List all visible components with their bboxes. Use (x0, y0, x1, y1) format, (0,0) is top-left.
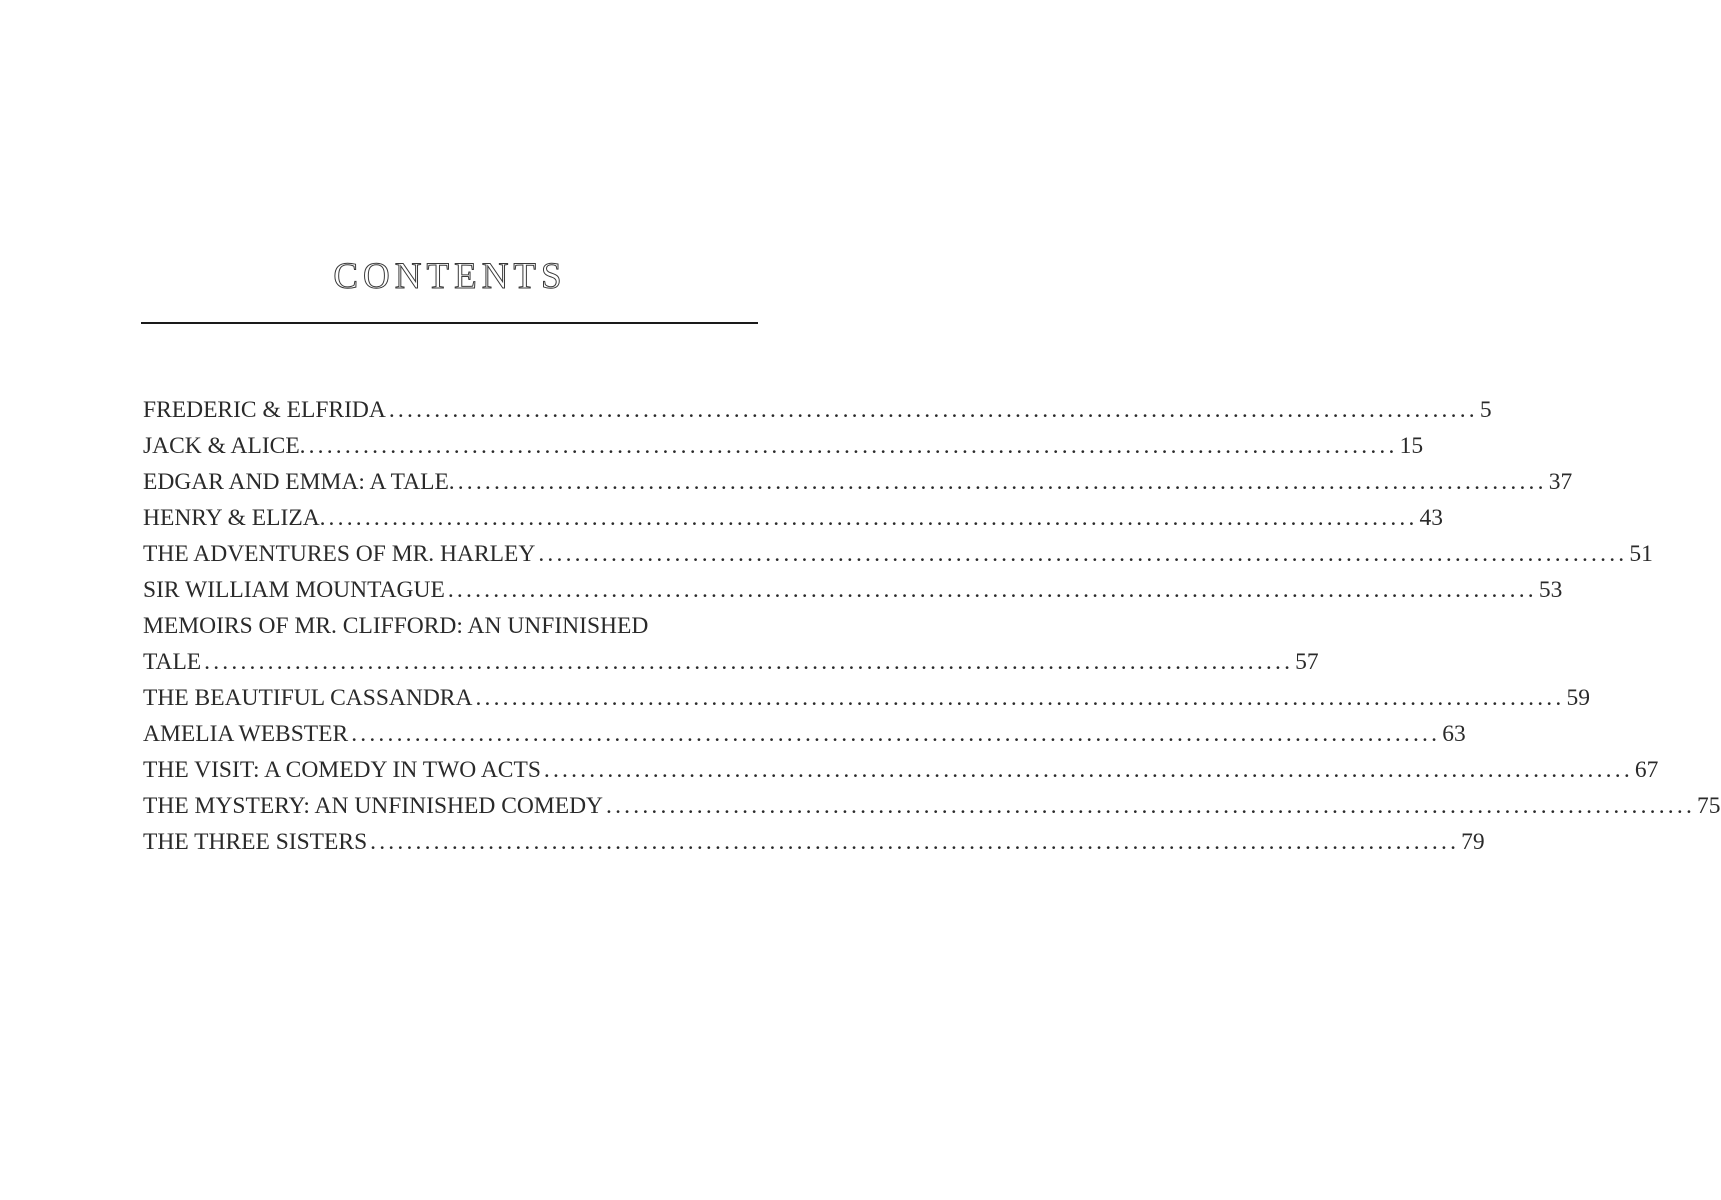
toc-entry-title: THE ADVENTURES OF MR. HARLEY (143, 541, 536, 567)
toc-entry-page: 51 (1629, 541, 1653, 567)
toc-entry-page: 67 (1634, 757, 1659, 783)
toc-entry-title-continued: TALE (143, 649, 202, 675)
toc-entry-title: THE VISIT: A COMEDY IN TWO ACTS (143, 757, 541, 783)
toc-entry-page: 15 (1399, 433, 1424, 459)
toc-entry-title: HENRY & ELIZA. (143, 505, 326, 531)
title-divider (141, 322, 758, 324)
toc-entry-page: 59 (1566, 685, 1590, 711)
page-title: CONTENTS (333, 256, 567, 297)
toc-entry[interactable] (143, 824, 1485, 860)
toc-entry-page: 57 (1295, 649, 1319, 675)
dot-leader: ........................................................................................................................ (328, 505, 1418, 531)
toc-entry-title: AMELIA WEBSTER (143, 721, 349, 747)
toc-entry[interactable] (143, 716, 1466, 752)
toc-entry[interactable] (143, 464, 1573, 500)
toc-entry[interactable] (143, 500, 1444, 536)
dot-leader: ........................................................................................................................ (351, 721, 1441, 747)
toc-entry-title: THE BEAUTIFUL CASSANDRA (143, 685, 473, 711)
toc-entry-page: 5 (1479, 397, 1492, 423)
toc-entry[interactable] (143, 572, 1563, 608)
toc-entry[interactable] (143, 788, 1721, 824)
toc-list (143, 392, 1721, 860)
dot-leader: ........................................................................................................................ (370, 829, 1460, 855)
toc-entry-title: THE MYSTERY: AN UNFINISHED COMEDY (143, 793, 604, 819)
toc-entry-page: 37 (1548, 469, 1573, 495)
toc-entry-title: SIR WILLIAM MOUNTAGUE (143, 577, 445, 603)
toc-entry[interactable] (143, 428, 1424, 464)
dot-leader: ........................................................................................................................ (204, 649, 1294, 675)
toc-entry[interactable] (143, 680, 1590, 716)
toc-entry-page: 75 (1697, 793, 1721, 819)
dot-leader: ........................................................................................................................ (606, 793, 1696, 819)
toc-entry[interactable] (143, 392, 1492, 428)
toc-entry-page: 53 (1538, 577, 1563, 603)
toc-entry-title: JACK & ALICE. (143, 433, 306, 459)
dot-leader: ........................................................................................................................ (457, 469, 1547, 495)
dot-leader: ........................................................................................................................ (543, 757, 1633, 783)
toc-entry-title: FREDERIC & ELFRIDA (143, 397, 386, 423)
toc-entry-title: THE THREE SISTERS (143, 829, 368, 855)
toc-entry[interactable] (143, 536, 1653, 572)
dot-leader: ........................................................................................................................ (475, 685, 1565, 711)
toc-entry[interactable] (143, 608, 1319, 680)
dot-leader: ........................................................................................................................ (538, 541, 1628, 567)
toc-entry-page: 43 (1419, 505, 1444, 531)
toc-entry-title: EDGAR AND EMMA: A TALE. (143, 469, 455, 495)
toc-entry-title: MEMOIRS OF MR. CLIFFORD: AN UNFINISHED (143, 613, 649, 639)
dot-leader: ........................................................................................................................ (308, 433, 1398, 459)
dot-leader: ........................................................................................................................ (447, 577, 1537, 603)
dot-leader: ........................................................................................................................ (388, 397, 1478, 423)
toc-entry-page: 79 (1461, 829, 1485, 855)
toc-entry-page: 63 (1442, 721, 1466, 747)
toc-entry[interactable] (143, 752, 1659, 788)
